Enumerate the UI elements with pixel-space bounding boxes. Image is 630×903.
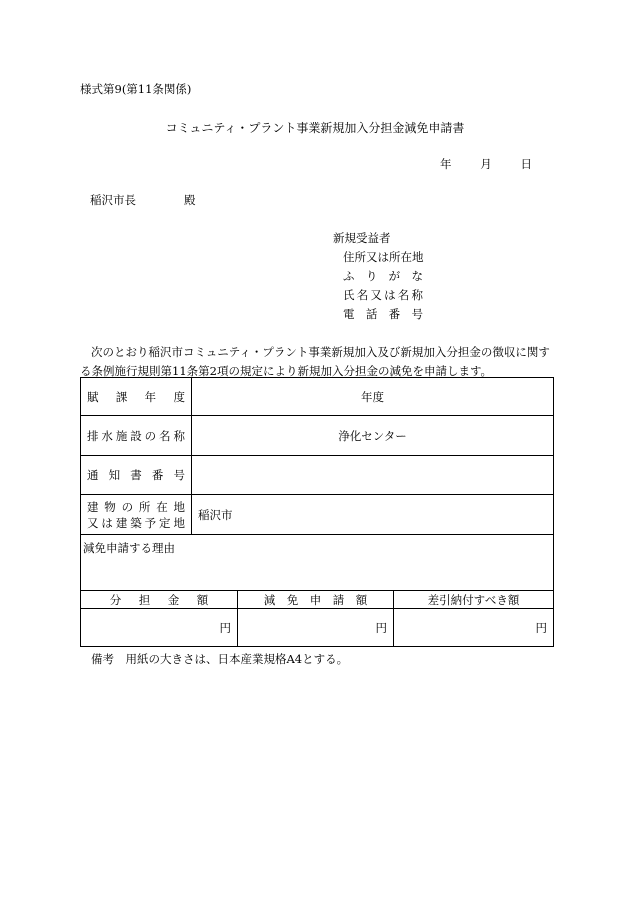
fiscal-year-field[interactable]: 年度 — [192, 378, 554, 416]
notice-number-field[interactable] — [192, 456, 554, 495]
addressee — [90, 195, 196, 207]
fiscal-year-label: 賦 課 年 度 — [81, 378, 192, 416]
table-row — [81, 535, 554, 591]
table-row — [81, 456, 554, 495]
table-row — [81, 378, 554, 416]
table-row — [81, 609, 554, 647]
table-row — [81, 416, 554, 456]
notice-number-label: 通 知 書 番 号 — [81, 456, 192, 495]
balance-amount-field[interactable]: 円 — [394, 609, 554, 647]
document-title: コミュニティ・プラント事業新規加入分担金減免申請書 — [165, 121, 465, 135]
reason-field[interactable] — [81, 535, 554, 591]
building-location-field[interactable]: 稲沢市 — [192, 495, 554, 535]
date-day: 日 — [520, 157, 532, 171]
applicant-heading: 新規受益者 — [333, 231, 391, 245]
share-amount-field[interactable]: 円 — [81, 609, 238, 647]
date-year: 年 — [440, 157, 452, 171]
reason-label: 減免申請する理由 — [83, 541, 175, 555]
share-amount-header: 分 担 金 額 — [81, 591, 238, 609]
reduction-amount-field[interactable]: 円 — [238, 609, 394, 647]
facility-field[interactable]: 浄化センター — [192, 416, 554, 456]
name-label: 氏 名 又 は 名 称 — [343, 288, 423, 302]
table-row — [81, 591, 554, 609]
phone-label: 電 話 番 号 — [343, 307, 423, 321]
date-row — [440, 159, 532, 171]
body-text: 次のとおり稲沢市コミュニティ・プラント事業新規加入及び新規加入分担金の徴収に関する条例施行規則第11条第2項の規定により新規加入分担金の減免を申請します。 — [80, 345, 550, 378]
form-number: 様式第9(第11条関係) — [80, 82, 192, 96]
addressee-name: 稲沢市長 — [90, 193, 136, 207]
furigana-label: ふ り が な — [343, 269, 423, 283]
facility-label: 排 水 施 設 の 名 称 — [81, 416, 192, 456]
reduction-amount-header: 減 免 申 請 額 — [238, 591, 394, 609]
building-location-label: 建 物 の 所 在 地 又 は 建 築 予 定 地 — [81, 495, 192, 535]
application-table — [80, 377, 554, 647]
date-month: 月 — [480, 157, 492, 171]
balance-amount-header: 差引納付すべき額 — [394, 591, 554, 609]
address-label: 住所又は所在地 — [343, 250, 424, 264]
addressee-honorific: 殿 — [184, 193, 196, 207]
table-row — [81, 495, 554, 535]
note: 備考 用紙の大きさは、日本産業規格A4とする。 — [91, 652, 349, 666]
